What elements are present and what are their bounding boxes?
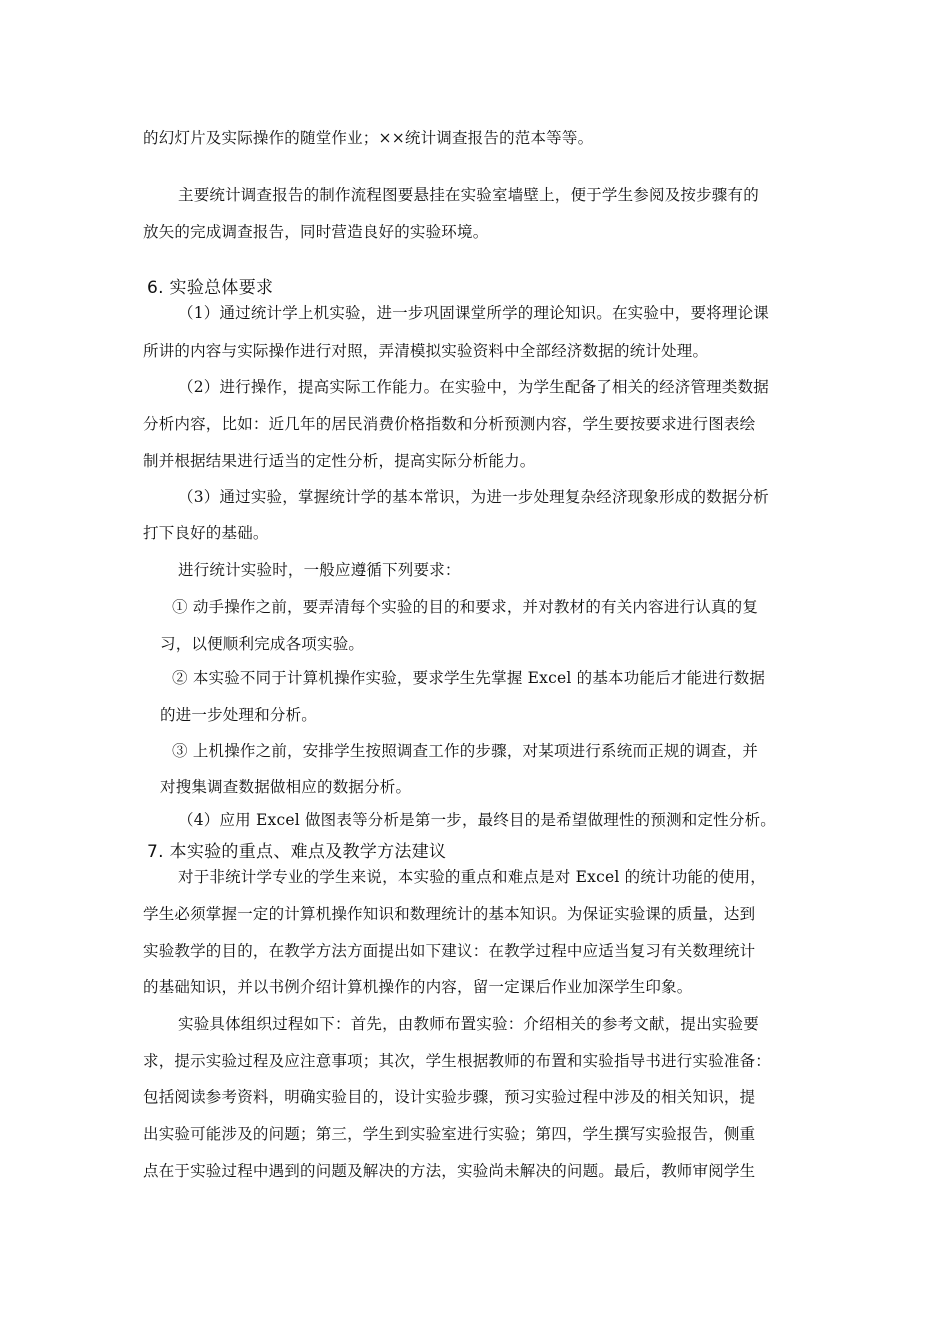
paragraph-line: 主要统计调查报告的制作流程图要悬挂在实验室墙壁上，便于学生参阅及按步骤有的 bbox=[178, 186, 759, 204]
list-item-line: 的进一步处理和分析。 bbox=[160, 706, 318, 724]
paragraph-line: 的基础知识，并以书例介绍计算机操作的内容，留一定课后作业加深学生印象。 bbox=[143, 978, 693, 996]
paragraph-line: 打下良好的基础。 bbox=[143, 524, 269, 542]
paragraph-line: 求，提示实验过程及应注意事项；其次，学生根据教师的布置和实验指导书进行实验准备： bbox=[143, 1052, 772, 1070]
list-item-line: ③ 上机操作之前，安排学生按照调查工作的步骤，对某项进行系统而正规的调查，并 bbox=[172, 742, 759, 760]
list-item-line: 对搜集调查数据做相应的数据分析。 bbox=[160, 778, 412, 796]
section-heading-6: 6. 实验总体要求 bbox=[147, 278, 274, 298]
paragraph-line: 点在于实验过程中遇到的问题及解决的方法，实验尚未解决的问题。最后，教师审阅学生 bbox=[143, 1162, 756, 1180]
paragraph-line: 的幻灯片及实际操作的随堂作业；××统计调查报告的范本等等。 bbox=[143, 129, 594, 147]
paragraph-line: 所讲的内容与实际操作进行对照，弄清模拟实验资料中全部经济数据的统计处理。 bbox=[143, 342, 709, 360]
paragraph-line: 进行统计实验时，一般应遵循下列要求： bbox=[178, 561, 461, 579]
paragraph-line: 分析内容，比如：近几年的居民消费价格指数和分析预测内容，学生要按要求进行图表绘 bbox=[143, 415, 756, 433]
paragraph-line: 包括阅读参考资料，明确实验目的，设计实验步骤，预习实验过程中涉及的相关知识，提 bbox=[143, 1088, 756, 1106]
list-item-line: ② 本实验不同于计算机操作实验，要求学生先掌握 Excel 的基本功能后才能进行数据 bbox=[172, 669, 766, 687]
paragraph-line: （2）进行操作，提高实际工作能力。在实验中，为学生配备了相关的经济管理类数据 bbox=[178, 378, 769, 396]
paragraph-line: 实验教学的目的，在教学方法方面提出如下建议：在教学过程中应适当复习有关数理统计 bbox=[143, 942, 756, 960]
paragraph-line: （4）应用 Excel 做图表等分析是第一步，最终目的是希望做理性的预测和定性分析。 bbox=[178, 811, 776, 829]
paragraph-line: （3）通过实验，掌握统计学的基本常识，为进一步处理复杂经济现象形成的数据分析 bbox=[178, 488, 769, 506]
list-item-line: 习，以便顺利完成各项实验。 bbox=[160, 635, 365, 653]
paragraph-line: 实验具体组织过程如下：首先，由教师布置实验：介绍相关的参考文献，提出实验要 bbox=[178, 1015, 759, 1033]
list-item-line: ① 动手操作之前，要弄清每个实验的目的和要求，并对教材的有关内容进行认真的复 bbox=[172, 598, 759, 616]
paragraph-line: 学生必须掌握一定的计算机操作知识和数理统计的基本知识。为保证实验课的质量，达到 bbox=[143, 905, 756, 923]
paragraph-line: 对于非统计学专业的学生来说，本实验的重点和难点是对 Excel 的统计功能的使用， bbox=[178, 868, 766, 886]
paragraph-line: 出实验可能涉及的问题；第三，学生到实验室进行实验；第四，学生撰写实验报告，侧重 bbox=[143, 1125, 756, 1143]
section-heading-7: 7. 本实验的重点、难点及教学方法建议 bbox=[147, 842, 447, 862]
paragraph-line: （1）通过统计学上机实验，进一步巩固课堂所学的理论知识。在实验中，要将理论课 bbox=[178, 304, 769, 322]
paragraph-line: 放矢的完成调查报告，同时营造良好的实验环境。 bbox=[143, 223, 489, 241]
paragraph-line: 制并根据结果进行适当的定性分析，提高实际分析能力。 bbox=[143, 452, 536, 470]
